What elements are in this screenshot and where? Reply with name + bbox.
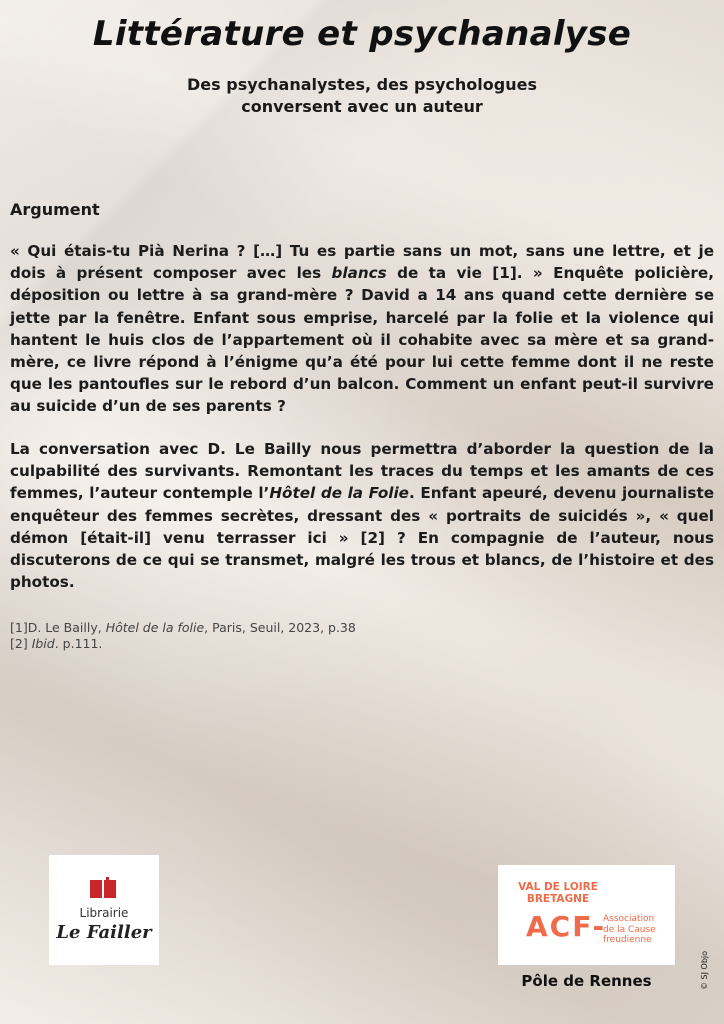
librairie-label: Librairie: [79, 906, 129, 920]
p1-text-a: « Qui étais-tu Pià Nerina ? […] Tu es partie sans un mot, sans une lettre, et je dois à présent composer avec les: [10, 242, 714, 283]
acf-region: [498, 881, 618, 905]
footnotes: [10, 620, 356, 652]
footnote-2-text-a: [2]: [10, 636, 32, 651]
argument-paragraph-2: [10, 438, 714, 593]
acf-assoc-line-3: freudienne: [603, 935, 652, 945]
p2-emphasis: Hôtel de la Folie: [269, 484, 409, 503]
p2-text-b: . Enfant apeuré, devenu journaliste enquêteur des femmes secrètes, dressant des « portraits de suicidés », « quel démon [était-il] venu terrasser ici » [2] ? En compagnie de l’auteur, nous discuterons de ce qui se transmet, malgré les trous et blancs, de l’histoire et des photos.: [10, 484, 715, 592]
page-subtitle: [0, 74, 724, 118]
footnote-1: [10, 620, 356, 636]
book-icon: [89, 877, 119, 899]
argument-heading: Argument: [10, 200, 100, 219]
subtitle-line-1: Des psychanalystes, des psychologues: [187, 75, 537, 94]
subtitle-line-2: conversent avec un auteur: [241, 97, 483, 116]
acf-region-line-2: BRETAGNE: [526, 893, 590, 905]
p1-emphasis: blancs: [331, 264, 387, 283]
footnote-2: [10, 636, 356, 652]
librairie-le-failler-logo: [49, 855, 159, 965]
acf-letters: ACF-: [526, 910, 607, 943]
p1-text-b: de ta vie [1]. » Enquête policière, déposition ou lettre à sa grand-mère ? David a 14 ans quand cette dernière se jette par la fenêtre. Enfant sous emprise, harcelé par la folie et la violence qui hantent le huis clos de l’appartement où il cohabite avec sa mère et sa grand-mère, ce livre répond à l’énigme qu’a été pour lui cette femme dont il ne reste que les pantoufles sur le rebord d’un balcon. Comment un enfant peut-il survivre au suicide d’un de ses parents ?: [10, 264, 714, 416]
footnote-1-text-b: , Paris, Seuil, 2023, p.38: [204, 620, 356, 635]
acf-logo: [498, 865, 675, 965]
librairie-name: Le Failler: [56, 922, 152, 943]
acf-association: [603, 914, 673, 946]
p2-text-a: La conversation avec D. Le Bailly nous permettra d’aborder la question de la culpabilité des survivants. Remontant les traces du temps et les amants de ces femmes, l’auteur contemple l’: [10, 440, 714, 503]
acf-assoc-line-2: de la Cause: [603, 924, 656, 935]
footnote-2-text-b: . p.111.: [54, 636, 103, 651]
pole-de-rennes: Pôle de Rennes: [521, 972, 652, 990]
footnote-1-text-a: [1]D. Le Bailly,: [10, 620, 106, 635]
acf-assoc-line-1: Association: [603, 914, 655, 924]
argument-paragraph-1: [10, 240, 714, 418]
footnote-2-ibid: Ibid: [31, 636, 55, 651]
photo-credit: © SJ Objo: [700, 950, 709, 990]
page-title: Littérature et psychanalyse: [92, 14, 632, 54]
footnote-1-title: Hôtel de la folie: [105, 620, 205, 635]
acf-region-line-1: VAL DE LOIRE: [518, 881, 598, 893]
